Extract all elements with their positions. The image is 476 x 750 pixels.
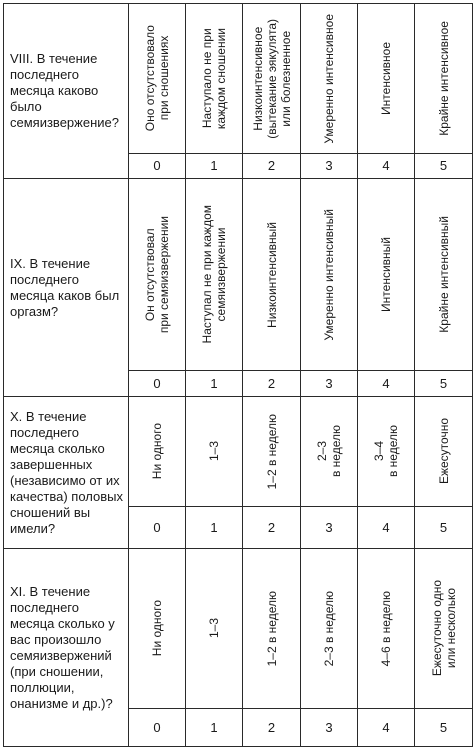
questionnaire-table — [3, 3, 473, 747]
option-label: 2–3 в неделю — [322, 590, 336, 667]
score-cell: 2 — [243, 507, 301, 549]
score-cell: 5 — [415, 371, 473, 397]
option-label: 3–4 в неделю — [372, 425, 400, 478]
score-cell: 2 — [243, 709, 301, 747]
option-cell — [186, 397, 243, 507]
option-label: Он отсутствовал при семяизвержении — [143, 215, 171, 334]
question-row-xi — [4, 549, 473, 709]
option-label: Наступал не при каждом семяизвержении — [200, 205, 228, 344]
option-cell — [129, 179, 186, 371]
question-text: XI. В течение последнего месяца сколько у вас произошло семяизвержений (при сношении, поллюции, онанизме и др.)? — [4, 549, 129, 747]
option-cell — [186, 549, 243, 709]
option-label: Интенсивный — [379, 237, 393, 312]
option-cell — [243, 4, 301, 154]
option-label: Крайне интенсивный — [436, 216, 451, 333]
option-label: 4–6 в неделю — [379, 590, 393, 667]
option-cell — [129, 397, 186, 507]
score-cell: 4 — [358, 371, 415, 397]
option-cell — [301, 4, 358, 154]
option-cell — [415, 4, 473, 154]
option-cell — [243, 397, 301, 507]
score-cell: 5 — [415, 507, 473, 549]
option-cell — [415, 549, 473, 709]
option-label: Наступало не при каждом сношении — [200, 27, 228, 130]
score-cell: 4 — [358, 709, 415, 747]
option-label: Умеренно интенсивное — [322, 13, 336, 144]
score-cell: 2 — [243, 154, 301, 179]
option-label: 2–3 в неделю — [315, 425, 343, 478]
question-text: IX. В течение последнего месяца каков был оргазм? — [4, 179, 129, 397]
score-cell: 3 — [301, 709, 358, 747]
option-cell — [358, 397, 415, 507]
score-cell: 0 — [129, 371, 186, 397]
score-cell: 3 — [301, 154, 358, 179]
option-label: 1–2 в неделю — [264, 590, 279, 667]
score-cell: 1 — [186, 709, 243, 747]
option-label: 1–3 — [207, 441, 221, 462]
option-cell — [358, 4, 415, 154]
score-cell: 2 — [243, 371, 301, 397]
option-cell — [415, 397, 473, 507]
option-cell — [358, 179, 415, 371]
score-cell: 1 — [186, 507, 243, 549]
option-label: Ни одного — [150, 423, 164, 480]
score-cell: 3 — [301, 371, 358, 397]
option-cell — [358, 549, 415, 709]
question-row-ix — [4, 179, 473, 371]
option-label: 1–2 в неделю — [264, 413, 279, 490]
option-cell — [301, 397, 358, 507]
option-cell — [243, 549, 301, 709]
score-cell: 0 — [129, 154, 186, 179]
question-row-viii — [4, 4, 473, 154]
option-cell — [129, 4, 186, 154]
option-cell — [186, 4, 243, 154]
option-label: 1–3 — [207, 618, 221, 639]
option-label: Ежесуточно — [436, 418, 451, 485]
score-cell: 5 — [415, 709, 473, 747]
score-cell: 0 — [129, 709, 186, 747]
option-cell — [243, 179, 301, 371]
option-label: Ни одного — [150, 600, 164, 657]
score-cell: 4 — [358, 154, 415, 179]
option-label: Низкоинтенсивный — [264, 221, 279, 328]
option-label: Крайне интенсивное — [436, 21, 451, 136]
score-cell: 1 — [186, 371, 243, 397]
option-label: Низкоинтенсивное (вытекание эякулята) или болезненное — [250, 18, 293, 139]
option-label: Ежесуточно одно или несколько — [429, 580, 458, 677]
option-label: Умеренно интенсивный — [322, 208, 336, 341]
score-cell: 4 — [358, 507, 415, 549]
option-cell — [301, 179, 358, 371]
option-cell — [415, 179, 473, 371]
option-cell — [129, 549, 186, 709]
question-text: VIII. В течение последнего месяца каково было семяизвержение? — [4, 4, 129, 179]
score-cell: 0 — [129, 507, 186, 549]
option-label: Оно отсутствовало при сношениях — [143, 25, 171, 132]
question-text: X. В течение последнего месяца сколько завершенных (независимо от их качества) половых сношений вы имели? — [4, 397, 129, 549]
score-cell: 1 — [186, 154, 243, 179]
option-cell — [186, 179, 243, 371]
score-cell: 3 — [301, 507, 358, 549]
score-cell: 5 — [415, 154, 473, 179]
option-cell — [301, 549, 358, 709]
question-row-x — [4, 397, 473, 507]
option-label: Интенсивное — [379, 42, 393, 115]
